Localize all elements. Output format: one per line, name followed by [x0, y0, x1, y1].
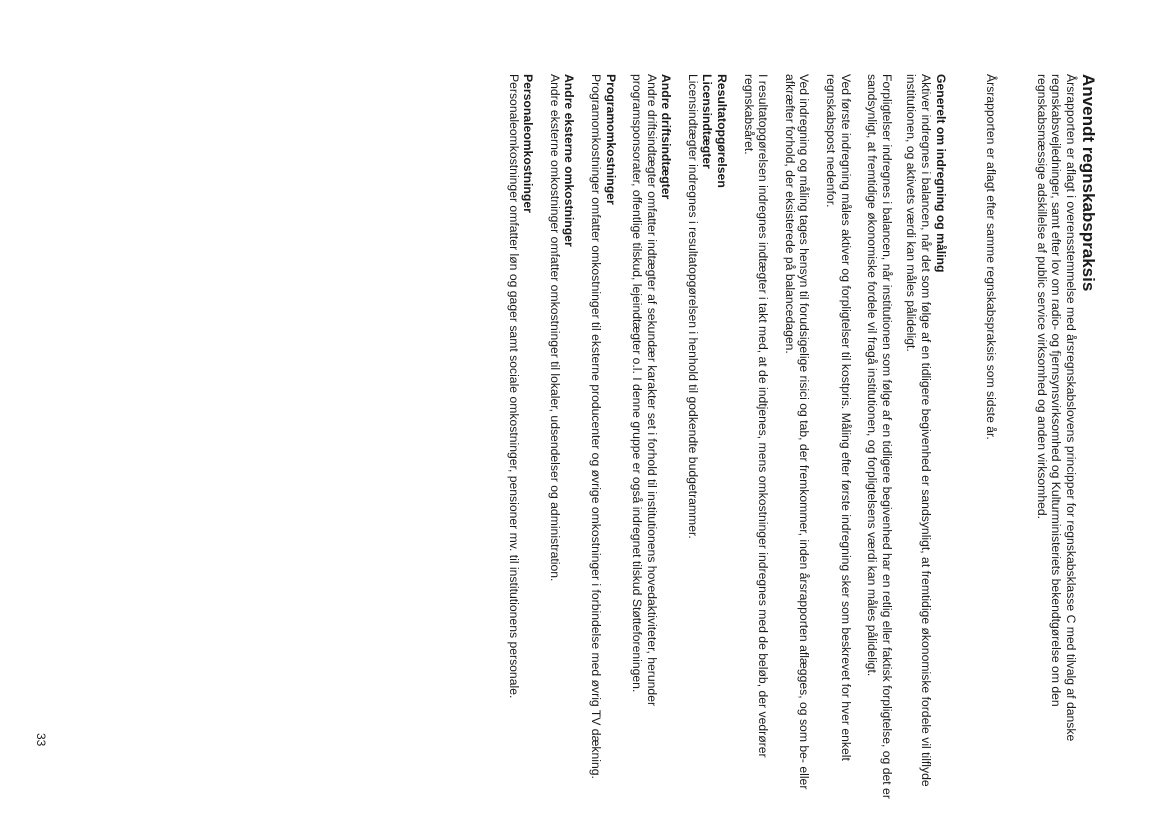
- spacer: [535, 74, 547, 809]
- general-paragraph-income-recognition: I resultatopgørelsen indregnes indtægter i takt med, at de indtjenes, mens omkostninger indregnes med de beløb, der vedrører regnskabsåret.: [741, 74, 771, 758]
- license-paragraph: Licensindtægter indregnes i resultatopgørelsen i henhold til godkendte budgetrammer.: [685, 74, 700, 539]
- page-title: Anvendt regnskabspraksis: [1079, 74, 1098, 292]
- subheading-program-costs: Programomkostninger: [603, 74, 618, 205]
- spacer: [673, 74, 685, 809]
- subheading-other-income: Andre driftsindtægter: [659, 74, 674, 200]
- spacer: [811, 74, 823, 809]
- general-paragraph-risks: Ved indregning og måling tages hensyn til forudsigelige risici og tab, der fremkommer, inden årsrapporten aflægges, og som be- eller afkræfter forhold, der eksisterede på balancedagen.: [782, 74, 812, 790]
- spacer: [998, 74, 1034, 809]
- spacer: [894, 74, 904, 809]
- same-practice-paragraph: Årsrapporten er aflagt efter samme regnskabspraksis som sidste år.: [984, 74, 999, 440]
- subheading-license: Licensindtægter: [700, 74, 715, 169]
- other-income-paragraph: Andre driftsindtægter omfatter indtægter af sekundær karakter set i forhold til institutionens hovedaktiviteter, herunder programsponsorater, offentlige tilskud, lejeindtægter o.l. I denne gruppe er også indregnet tilskud Støtteforeningen.: [630, 74, 659, 707]
- general-paragraph-assets: Aktiver indregnes i balancen, når det som følge af en tidligere begivenhed er sandsynligt, at fremtidige økonomiske fordele vil tilflyde institutionen, og aktivets værdi kan måles pålideligt.: [904, 74, 934, 787]
- spacer: [770, 74, 782, 809]
- spacer: [618, 74, 630, 809]
- spacer: [729, 74, 741, 809]
- section-heading-result: Resultatopgørelsen: [715, 74, 730, 188]
- spacer: [853, 74, 865, 809]
- section-heading-general: Generelt om indregning og måling: [933, 74, 948, 273]
- intro-paragraph: Årsrapporten er aflagt i overensstemmelse med årsregnskabslovens principper for regnskabsklasse C med tilvalg af danske regnskabsvejledninger, samt efter lov om radio- og fjernsynsvirksomhed og Kulturministeriets bekendtgørelse om den regnskabsmæssige adskillelse af public service virksomhed og anden virksomhed.: [1034, 74, 1078, 742]
- subheading-staff-costs: Personaleomkostninger: [521, 74, 536, 213]
- general-paragraph-initial-measurement: Ved første indregning måles aktiver og forpligtelser til kostpris. Måling efter første indregning sker som beskrevet for hver enkelt regnskabspost nedenfor.: [824, 74, 853, 761]
- spacer: [948, 74, 984, 809]
- document-page-body: [138, 74, 1098, 809]
- external-costs-paragraph: Andre eksterne omkostninger omfatter omkostninger til lokaler, udsendelser og administration.: [547, 74, 562, 582]
- program-costs-paragraph: Programomkostninger omfatter omkostninger til eksterne producenter og øvrige omkostninger i forbindelse med øvrig TV dækning.: [588, 74, 603, 779]
- staff-costs-paragraph: Personaleomkostninger omfatter løn og gager samt sociale omkostninger, pensioner mv. til institutionens personale.: [506, 74, 521, 699]
- spacer: [576, 74, 588, 809]
- general-paragraph-liabilities: Forpligtelser indregnes i balancen, når institutionen som følge af en tidligere begivenhed har en retlig eller faktisk forpligtelse, og det er sandsynligt, at fremtidige økonomiske fordele vil fragå institutionen, og forpligtelsens værdi kan måles pålideligt.: [865, 74, 894, 799]
- page-number: 33: [34, 733, 48, 747]
- subheading-external-costs: Andre eksterne omkostninger: [562, 74, 577, 247]
